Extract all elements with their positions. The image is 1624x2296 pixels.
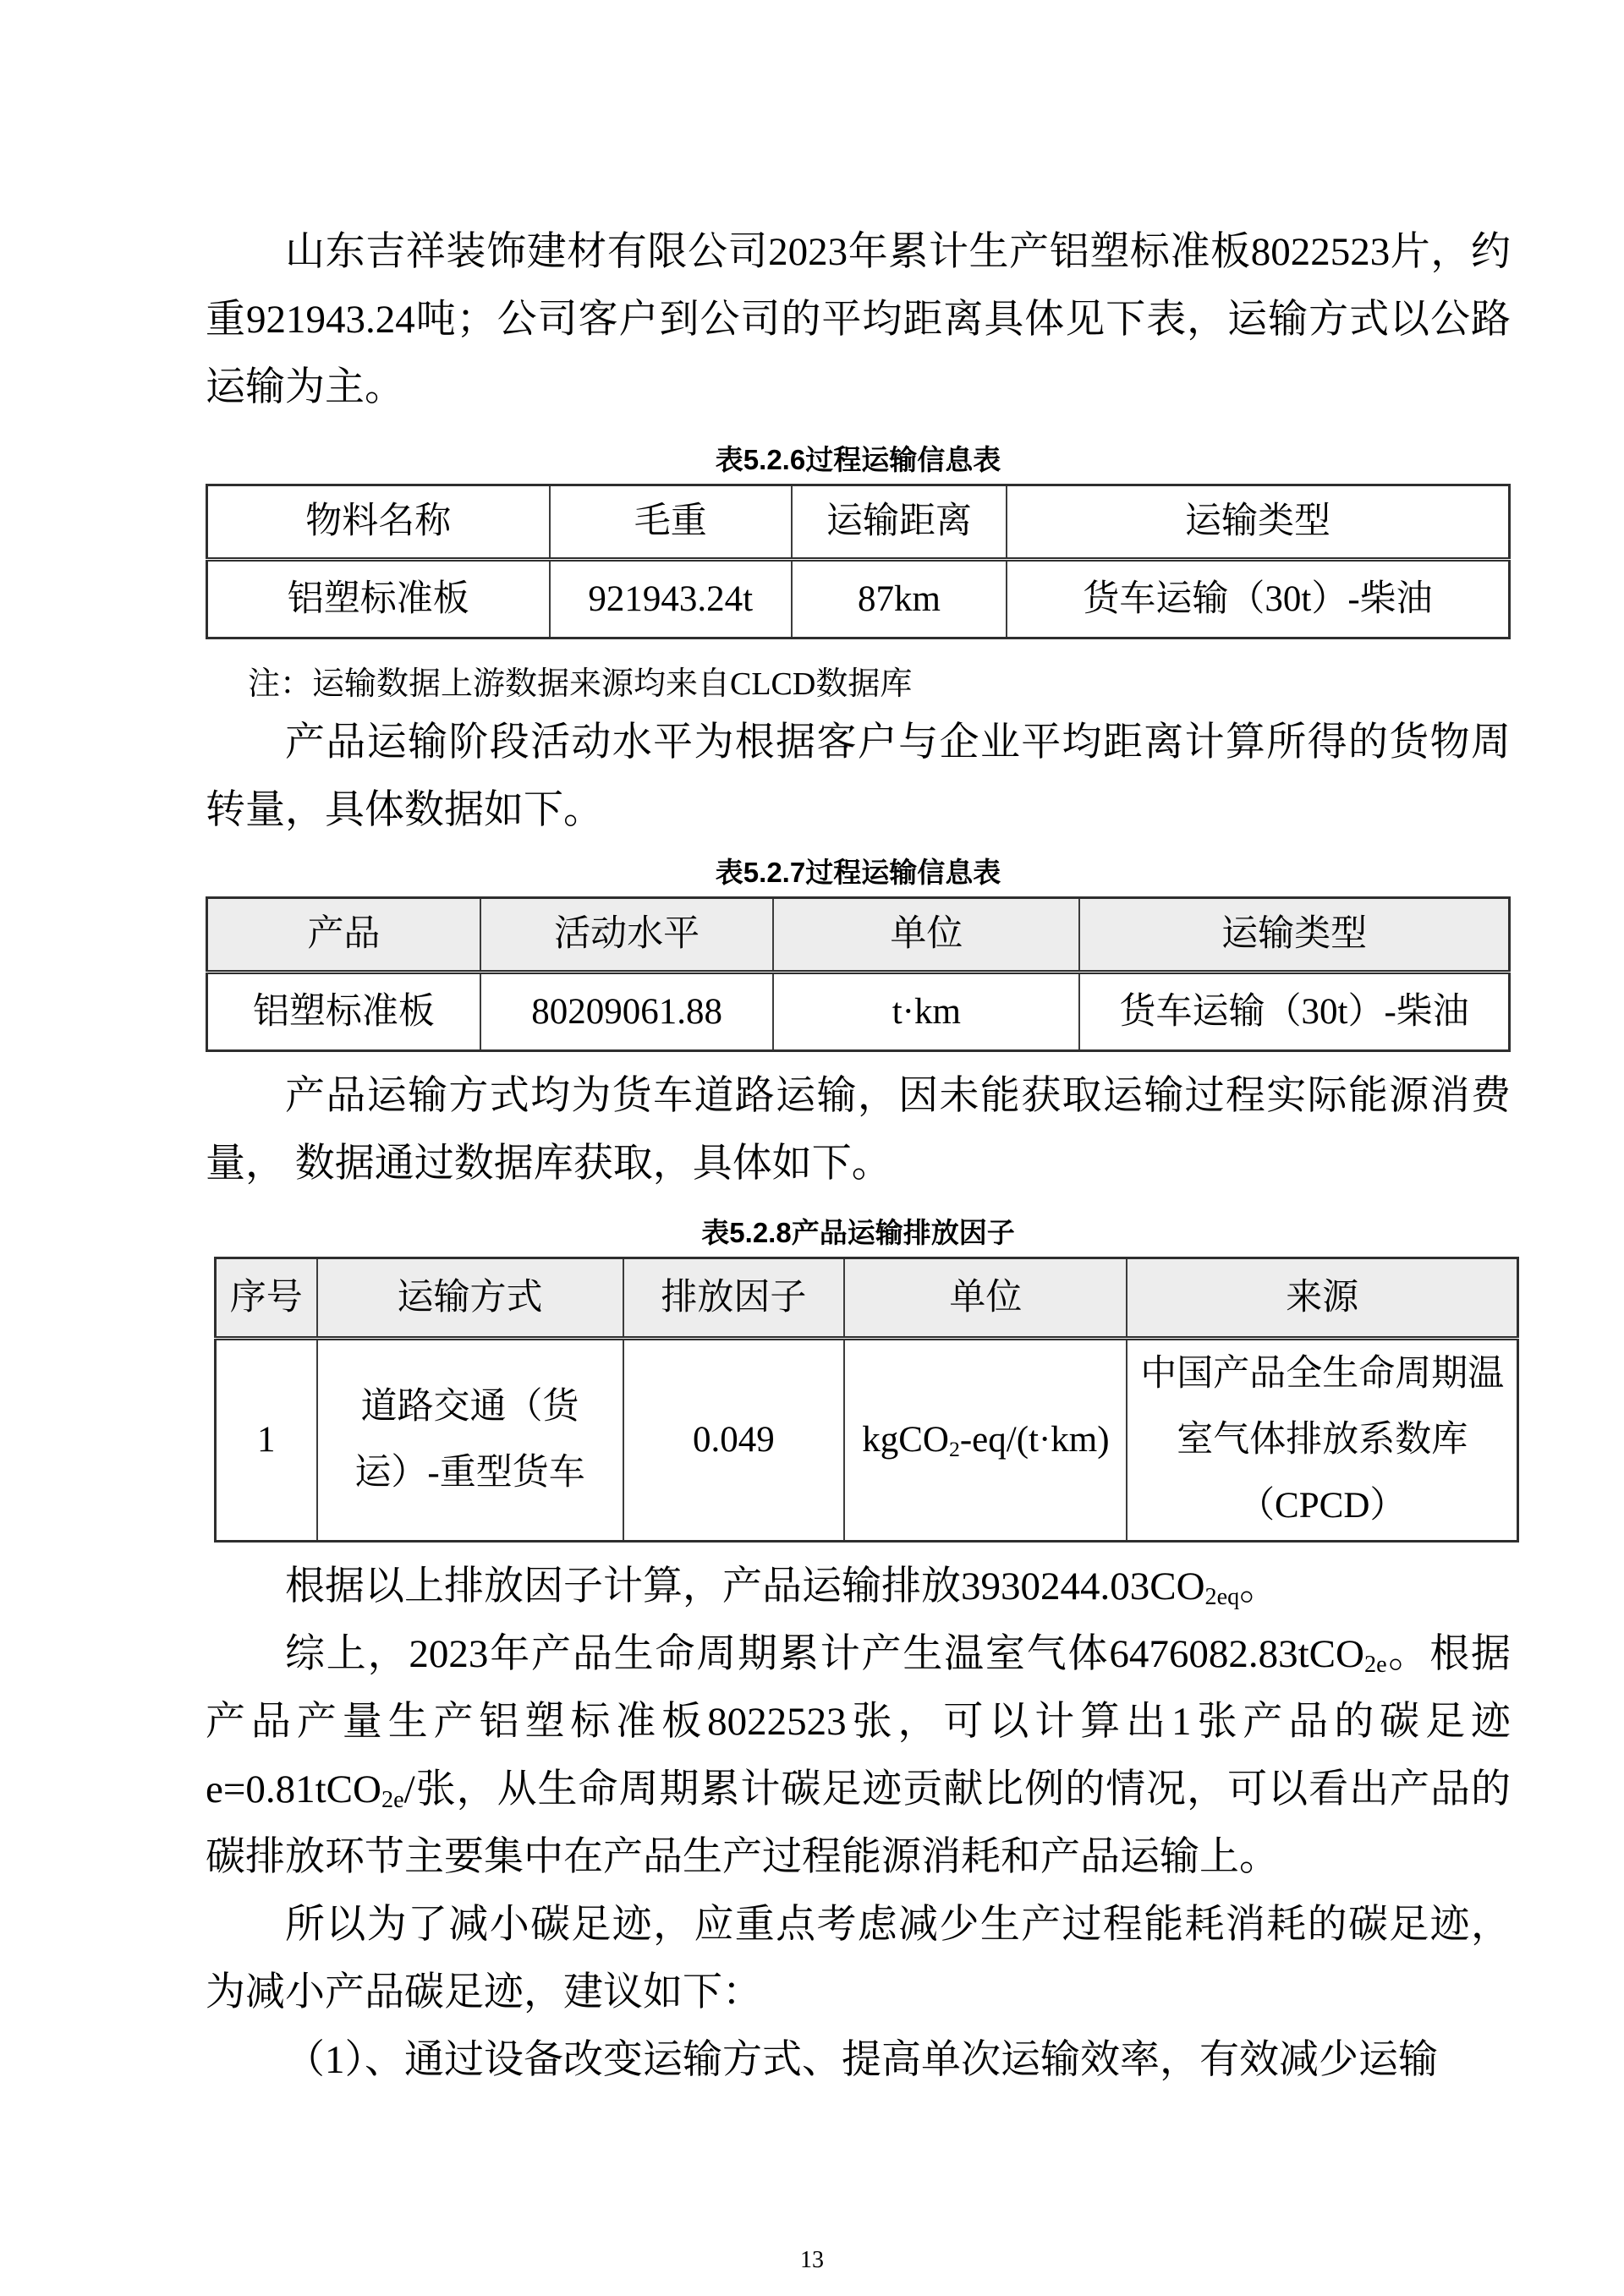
column-header-source: 来源 [1127,1258,1517,1339]
paragraph-production-summary: 山东吉祥装饰建材有限公司2023年累计生产铝塑标准板8022523片，约重921943.24吨；公司客户到公司的平均距离具体见下表，运输方式以公路运输为主。 [206,230,1511,409]
cell-activity-level: 80209061.88 [480,973,774,1051]
table-528-caption: 表5.2.8产品运输排放因子 [701,1217,1015,1248]
cell-source: 中国产品全生命周期温室气体排放系数库（CPCD） [1127,1339,1517,1542]
paragraph-suggestion-1: （1）、通过设备改变运输方式、提高单次运输效率，有效减少运输 [285,2038,1438,2082]
table-header-row [207,898,1510,973]
cell-unit: kgCO$_2$-eq/(t·km) [844,1339,1127,1542]
table-526-process-transport-info [206,484,1511,639]
cell-distance: 87km [792,560,1007,638]
cell-product: 铝塑标准板 [207,973,480,1051]
column-header-gross-weight: 毛重 [550,485,792,560]
column-header-index: 序号 [216,1258,317,1339]
column-header-product: 产品 [207,898,480,973]
table-row [216,1339,1518,1542]
paragraph-transport-mode: 产品运输方式均为货车道路运输，因未能获取运输过程实际能源消费量， 数据通过数据库获取，具体如下。 [206,1074,1511,1186]
table-526-caption: 表5.2.6过程运输信息表 [715,444,1001,475]
column-header-material: 物料名称 [207,485,550,560]
cell-transport-mode: 道路交通（货运）-重型货车 [317,1339,623,1542]
column-header-transport-type: 运输类型 [1079,898,1509,973]
cell-emission-factor: 0.049 [623,1339,845,1542]
column-header-transport-type: 运输类型 [1007,485,1509,560]
table-526-note: 注：运输数据上游数据来源均来自CLCD数据库 [248,666,913,702]
column-header-transport-mode: 运输方式 [317,1258,623,1339]
paragraph-lifecycle-conclusion: 综上，2023年产品生命周期累计产生温室气体6476082.83tCO$_{2e}$。根据产品产量生产铝塑标准板8022523张，可以计算出1张产品的碳足迹e=0.81tCO$_{2e}$/张，从生命周期累计碳足迹贡献比例的情况，可以看出产品的碳排放环节主要集中在产品生产过程能源消耗和产品运输上。 [206,1632,1512,1879]
paragraph-reduction-intro: 所以为了减小碳足迹，应重点考虑减少生产过程能耗消耗的碳足迹，为减小产品碳足迹，建议如下： [206,1903,1511,2014]
cell-material: 铝塑标准板 [207,560,550,638]
table-527-caption: 表5.2.7过程运输信息表 [715,857,1001,888]
table-528-emission-factors [214,1257,1519,1543]
page-number: 13 [800,2247,824,2273]
table-row [207,560,1510,638]
column-header-unit: 单位 [844,1258,1127,1339]
cell-unit: t·km [773,973,1079,1051]
column-header-distance: 运输距离 [792,485,1007,560]
cell-index: 1 [216,1339,317,1542]
table-header-row [216,1258,1518,1339]
cell-gross-weight: 921943.24t [550,560,792,638]
table-527-process-transport-info [206,896,1511,1052]
table-header-row [207,485,1510,560]
paragraph-transport-emission-result: 根据以上排放因子计算，产品运输排放$3930244.03CO_{2eq}$。 [285,1564,1280,1611]
column-header-unit: 单位 [773,898,1079,973]
paragraph-activity-level: 产品运输阶段活动水平为根据客户与企业平均距离计算所得的货物周转量，具体数据如下。 [206,721,1511,832]
column-header-emission-factor: 排放因子 [623,1258,845,1339]
cell-transport-type: 货车运输（30t）-柴油 [1007,560,1509,638]
cell-transport-type: 货车运输（30t）-柴油 [1079,973,1509,1051]
table-row [207,973,1510,1051]
column-header-activity-level: 活动水平 [480,898,774,973]
